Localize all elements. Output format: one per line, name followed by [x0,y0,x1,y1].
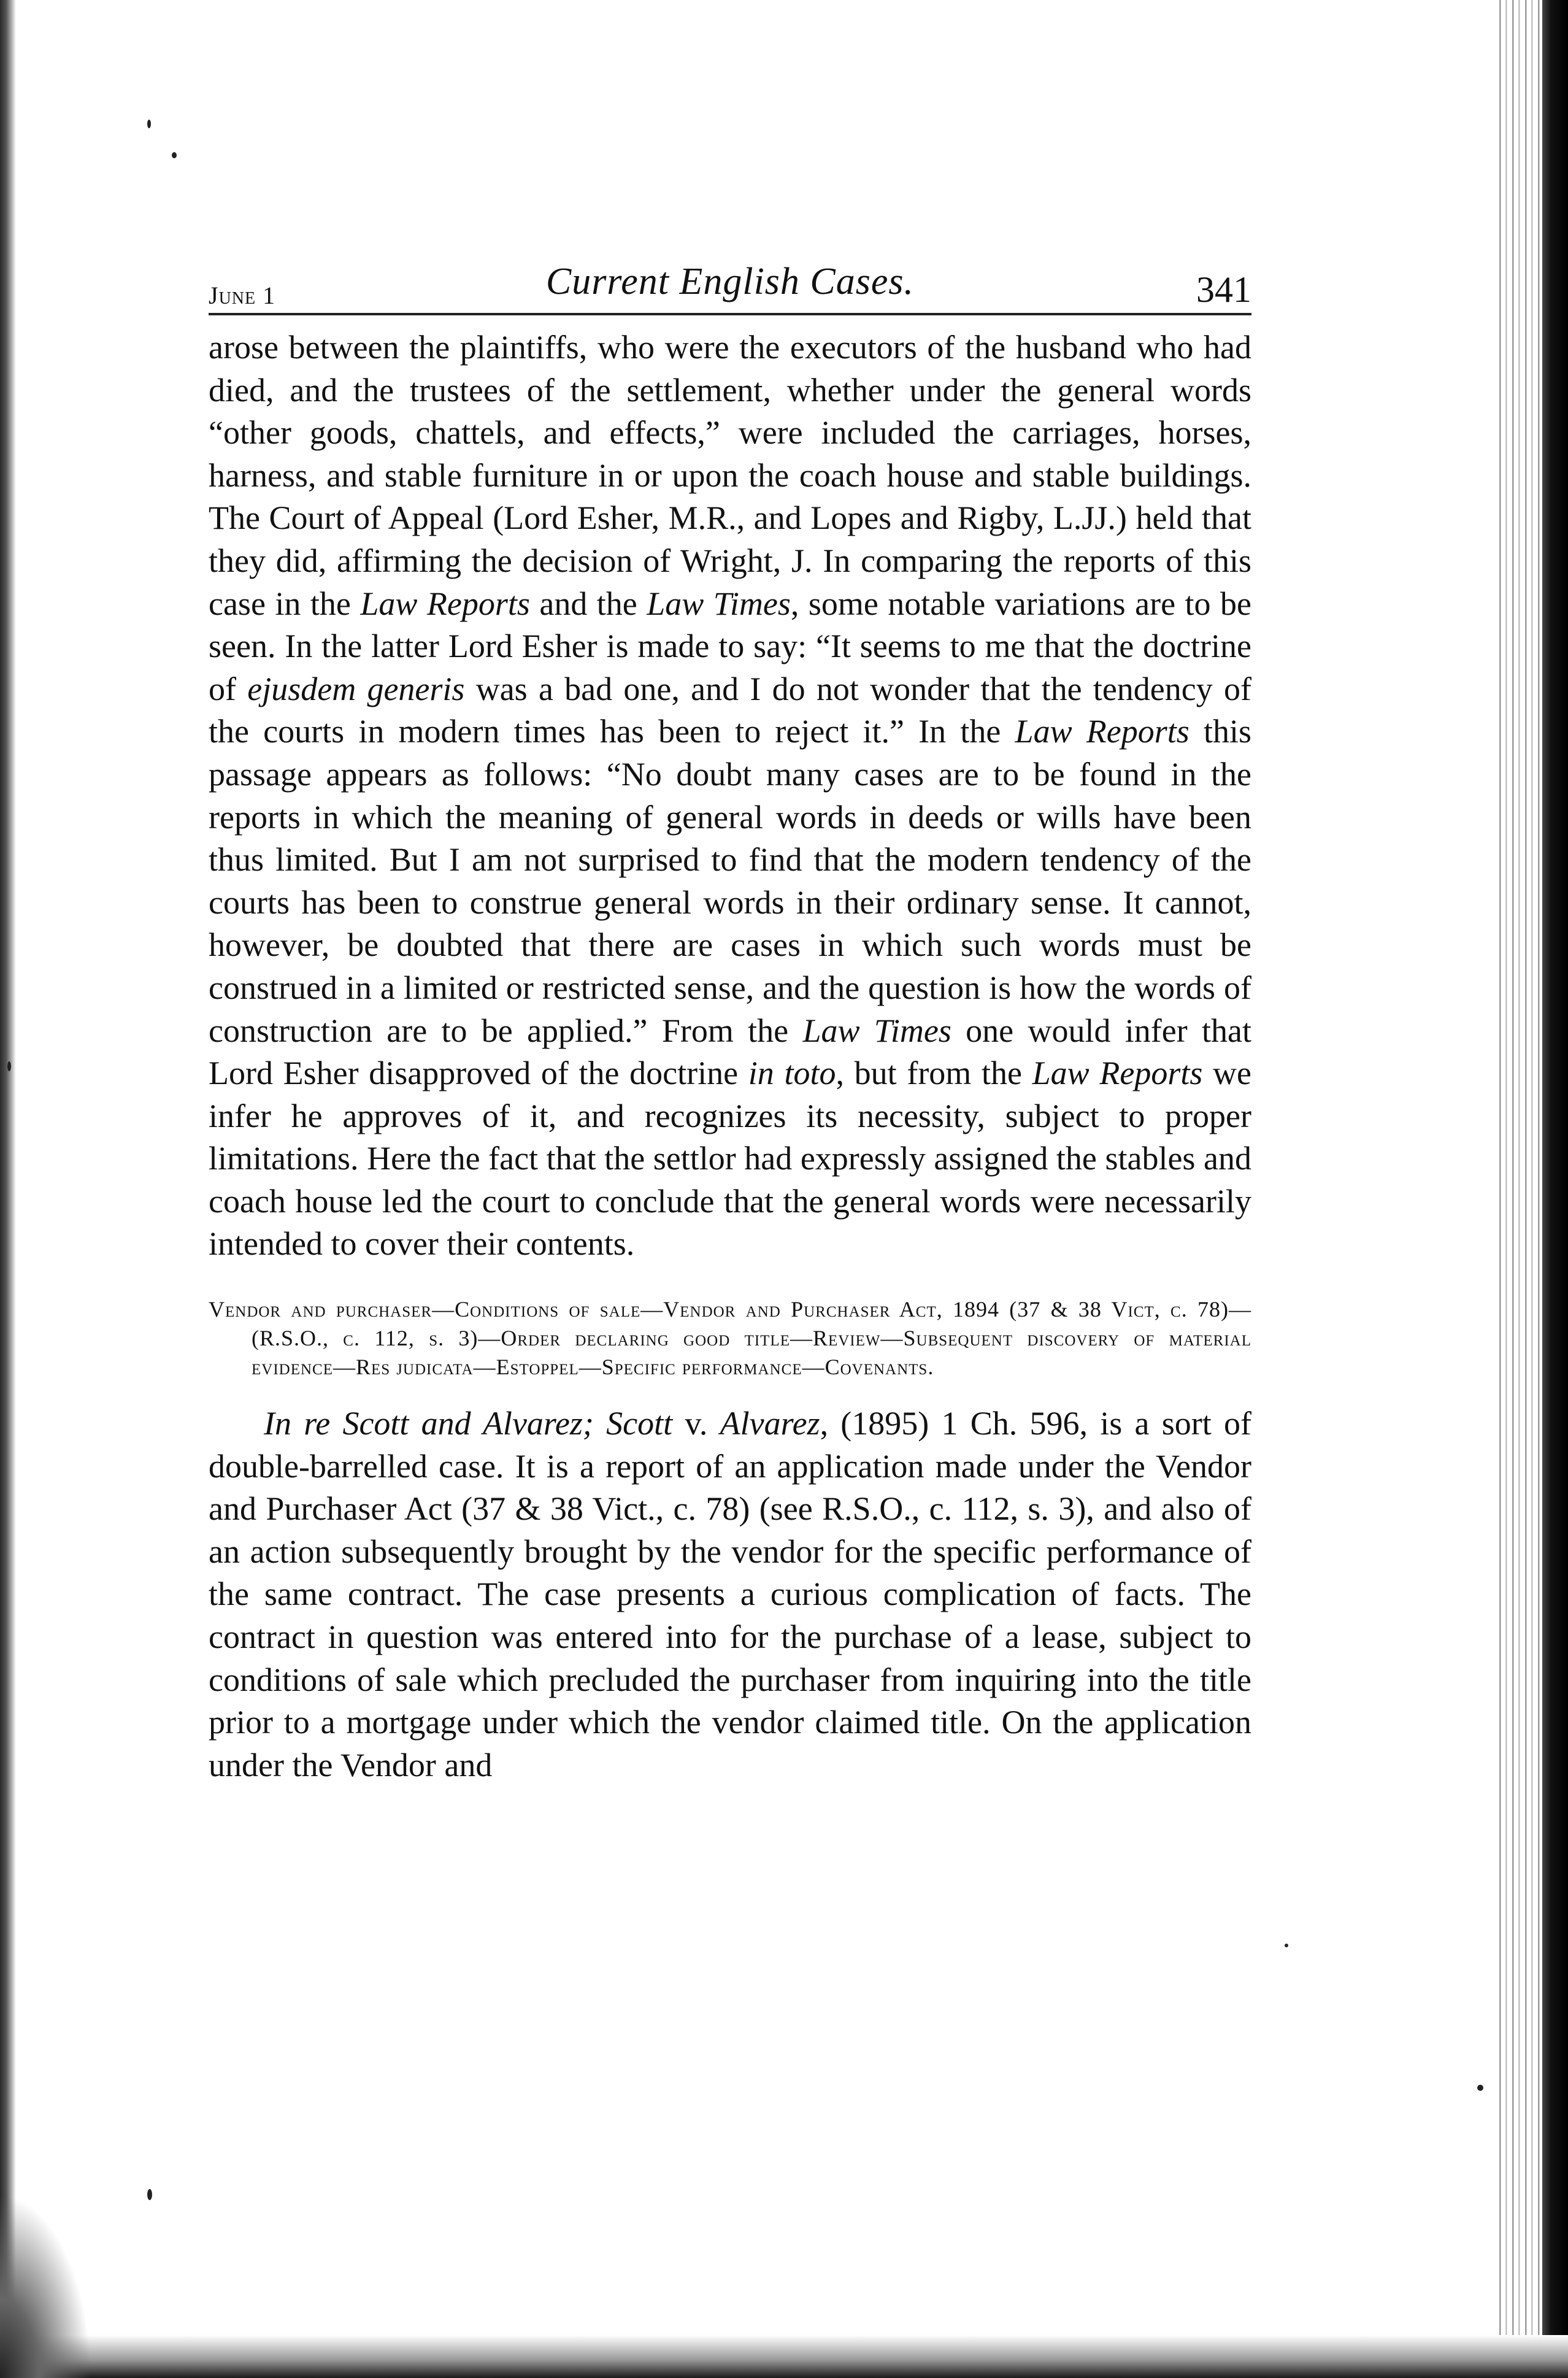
italic-term: in toto [748,1055,836,1092]
case-head-note: Vendor and purchaser—Conditions of sale—Vendor and Purchaser Act, 1894 (37 & 38 Vict, c. 78)—(R.S.O., c. 112, s. 3)—Order declaring good title—Review—Subsequent discovery of material evidence—Res judicata—Estoppel—Specific performance—Covenants. [209,1297,1251,1380]
scan-speck [1285,1944,1288,1947]
italic-term: ejusdem generis [247,670,465,707]
text-run: and the [529,585,647,622]
scan-speck [7,1061,11,1071]
text-run: was a bad one, and I do not wonder that the tendency of the courts in modern times has been to reject it.” In the [209,670,1251,750]
header-date: June 1 [209,282,276,309]
text-run: v. [672,1405,720,1442]
case-name: In re Scott and Alvarez; Scott [264,1405,673,1442]
page-left-edge-shadow [0,0,16,2378]
paragraph-case-report [209,1403,1251,1787]
text-run: we infer he approves of it, and recognizes its necessity, subject to proper limitations. Here the fact that the settlor had expressly assigned the stables and coach house led the court to conclude that the general words were necessarily intended to cover their contents. [209,1055,1251,1263]
running-title: Current English Cases. [545,261,915,302]
text-run: arose between the plaintiffs, who were the executors of the husband who had died, and the trustees of the settlement, whether under the general words “other goods, chattels, and effects,” were included the carriages, horses, harness, and stable furniture in or upon the coach house and stable buildings. The Court of Appeal (Lord Esher, M.R., and Lopes and Rigby, L.JJ.) held that they did, affirming the decision of Wright, J. In comparing the reports of this case in the [209,329,1251,622]
page-number: 341 [1196,269,1251,310]
italic-citation: Law Reports [1015,713,1189,750]
scan-speck [172,152,177,158]
paragraph-continuation [209,326,1251,1266]
case-name: Alvarez [720,1405,820,1442]
page-right-edge-shadow [1542,0,1568,2378]
text-run: this passage appears as follows: “No doubt many cases are to be found in the reports in which the meaning of general words in deeds or wills have been thus limited. But I am not surprised to find that the modern tendency of the courts has been to construe general words in their ordinary sense. It cannot, however, be doubted that there are cases in which such words must be construed in a limited or restricted sense, and the question is how the words of construction are to be applied.” From the [209,713,1252,1049]
page-corner-shadow [0,2194,92,2378]
italic-citation: Law Reports [1032,1055,1203,1092]
text-run: one would infer that Lord Esher disapproved of the doctrine [209,1012,1251,1092]
text-run: , some notable variations are to be seen. In the latter Lord Esher is made to say: “It seems to me that the doctrine of [209,585,1251,707]
scan-speck [147,120,151,128]
page-bottom-edge-shadow [0,2335,1568,2378]
scan-speck [147,2189,152,2200]
article-body [209,326,1251,1787]
page-header [209,252,1251,315]
italic-citation: Law Reports [360,585,530,622]
text-run: , but from the [836,1055,1032,1092]
scan-speck [1477,2085,1483,2091]
page-content [209,252,1251,1787]
text-run: , (1895) 1 Ch. 596, is a sort of double-barrelled case. It is a report of an application made under the Vendor and Purchaser Act (37 & 38 Vict., c. 78) (see R.S.O., c. 112, s. 3), and also of an action subsequently brought by the vendor for the specific performance of the same contract. The case presents a curious complication of facts. The contract in question was entered into for the purchase of a lease, subject to conditions of sale which precluded the purchaser from inquiring into the title prior to a mortgage under which the vendor claimed title. On the application under the Vendor and [209,1405,1251,1784]
italic-citation: Law Times [647,585,791,622]
italic-citation: Law Times [802,1012,951,1049]
